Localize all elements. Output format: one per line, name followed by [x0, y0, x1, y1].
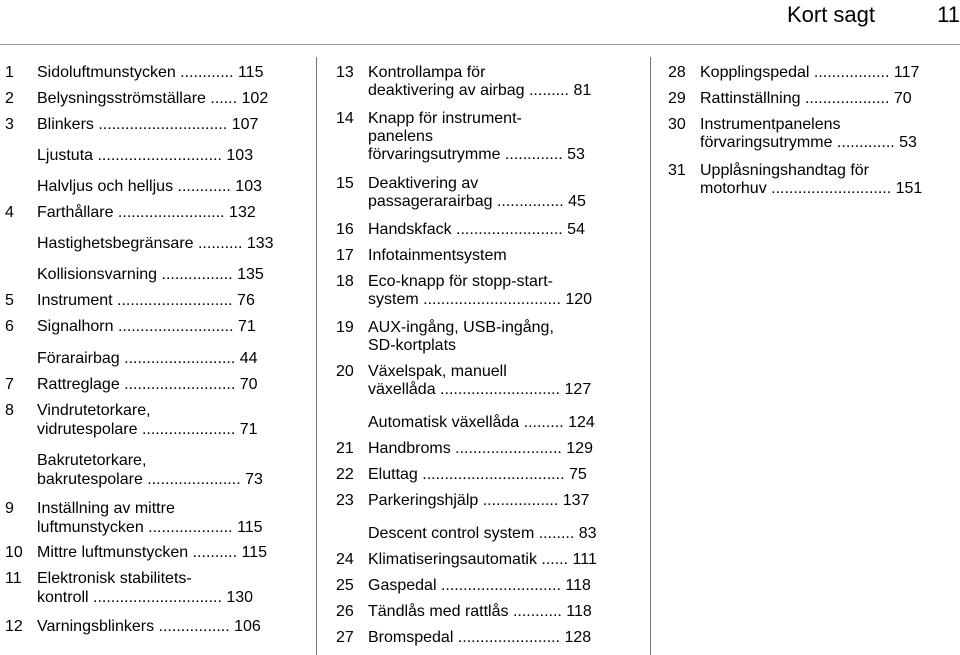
- item-text: passagerarairbag ............... 45: [368, 193, 586, 210]
- item-number: 15: [336, 175, 354, 192]
- item-text: Mittre luftmunstycken .......... 115: [37, 544, 268, 561]
- item-number: 27: [336, 629, 354, 646]
- item-text: Knapp för instrument-: [368, 110, 522, 127]
- item-number: 25: [336, 577, 354, 594]
- item-text: Kopplingspedal ................. 117: [700, 64, 920, 81]
- item-number: 21: [336, 440, 354, 457]
- item-text: Växelspak, manuell: [368, 363, 507, 380]
- item-text: Förarairbag ......................... 44: [37, 350, 258, 367]
- item-number: 30: [668, 116, 686, 133]
- item-number: 7: [5, 376, 14, 393]
- item-number: 20: [336, 363, 354, 380]
- column-divider: [650, 57, 651, 655]
- item-text: Handskfack ........................ 54: [368, 221, 585, 238]
- item-number: 26: [336, 603, 354, 620]
- item-text: Vindrutetorkare,: [37, 402, 151, 419]
- item-text: Ljustuta ............................ 103: [37, 147, 254, 164]
- item-number: 6: [5, 318, 14, 335]
- item-number: 23: [336, 492, 354, 509]
- item-text: Signalhorn .......................... 71: [37, 318, 256, 335]
- item-text: Tändlås med rattlås ........... 118: [368, 603, 592, 620]
- item-text: Gaspedal ........................... 118: [368, 577, 591, 594]
- item-number: 29: [668, 90, 686, 107]
- item-text: SD-kortplats: [368, 337, 457, 354]
- item-text: Rattinställning ................... 70: [700, 90, 912, 107]
- item-text: Eco-knapp för stopp-start-: [368, 273, 553, 290]
- item-number: 9: [5, 500, 14, 517]
- item-text: Varningsblinkers ................ 106: [37, 618, 261, 635]
- item-text: Upplåsningshandtag för: [700, 162, 870, 179]
- item-text: Parkeringshjälp ................. 137: [368, 492, 590, 509]
- item-text: vidrutespolare ..................... 71: [37, 421, 258, 438]
- item-number: 22: [336, 466, 354, 483]
- item-text: Inställning av mittre: [37, 500, 175, 517]
- section-title: Kort sagt: [786, 2, 875, 27]
- item-text: Elektronisk stabilitets-: [37, 570, 192, 587]
- item-text: Belysningsströmställare ...... 102: [37, 90, 269, 107]
- item-text: bakrutespolare ..................... 73: [37, 471, 263, 488]
- item-number: 28: [668, 64, 686, 81]
- item-text: luftmunstycken ................... 115: [37, 519, 263, 536]
- item-text: Hastighetsbegränsare .......... 133: [37, 235, 274, 252]
- item-text: Bromspedal ....................... 128: [368, 629, 592, 646]
- item-number: 19: [336, 319, 354, 336]
- item-number: 18: [336, 273, 354, 290]
- item-text: system ............................... 120: [368, 291, 593, 308]
- item-number: 3: [5, 116, 14, 133]
- item-text: Blinkers ............................. 107: [37, 116, 259, 133]
- item-text: Farthållare ........................ 132: [37, 204, 256, 221]
- item-number: 8: [5, 402, 14, 419]
- item-text: Bakrutetorkare,: [37, 452, 147, 469]
- page-header: [0, 0, 960, 44]
- item-number: 2: [5, 90, 14, 107]
- item-text: panelens: [368, 128, 433, 145]
- column-divider: [316, 57, 317, 655]
- item-number: 11: [5, 570, 22, 587]
- item-number: 4: [5, 204, 14, 221]
- item-number: 31: [668, 162, 686, 179]
- item-text: Descent control system ........ 83: [368, 525, 597, 542]
- item-text: Eluttag ................................ 75: [368, 466, 587, 483]
- item-number: 13: [336, 64, 354, 81]
- item-text: Deaktivering av: [368, 175, 479, 192]
- item-text: Handbroms ........................ 129: [368, 440, 593, 457]
- item-number: 16: [336, 221, 354, 238]
- item-text: Sidoluftmunstycken ............ 115: [37, 64, 264, 81]
- item-number: 12: [5, 618, 23, 635]
- item-text: motorhuv ........................... 151: [700, 180, 923, 197]
- item-text: Infotainmentsystem: [368, 247, 507, 264]
- item-text: Rattreglage ......................... 70: [37, 376, 258, 393]
- item-text: Kollisionsvarning ................ 135: [37, 266, 264, 283]
- item-text: Instrumentpanelens: [700, 116, 841, 133]
- item-number: 14: [336, 110, 354, 127]
- page-number: 11: [937, 2, 960, 27]
- item-text: deaktivering av airbag ......... 81: [368, 82, 592, 99]
- item-number: 5: [5, 292, 14, 309]
- item-text: AUX-ingång, USB-ingång,: [368, 319, 554, 336]
- item-number: 24: [336, 551, 354, 568]
- item-text: Automatisk växellåda ......... 124: [368, 414, 595, 431]
- item-text: Kontrollampa för: [368, 64, 486, 81]
- item-number: 17: [336, 247, 354, 264]
- item-text: Klimatiseringsautomatik ...... 111: [368, 551, 597, 568]
- header-rule: [0, 44, 960, 45]
- item-text: växellåda ........................... 127: [368, 381, 592, 398]
- item-text: förvaringsutrymme ............. 53: [368, 146, 585, 163]
- item-number: 1: [5, 64, 14, 81]
- item-number: 10: [5, 544, 23, 561]
- item-text: Instrument .......................... 76: [37, 292, 255, 309]
- item-text: förvaringsutrymme ............. 53: [700, 134, 917, 151]
- item-text: kontroll ............................. 130: [37, 589, 254, 606]
- item-text: Halvljus och helljus ............ 103: [37, 178, 262, 195]
